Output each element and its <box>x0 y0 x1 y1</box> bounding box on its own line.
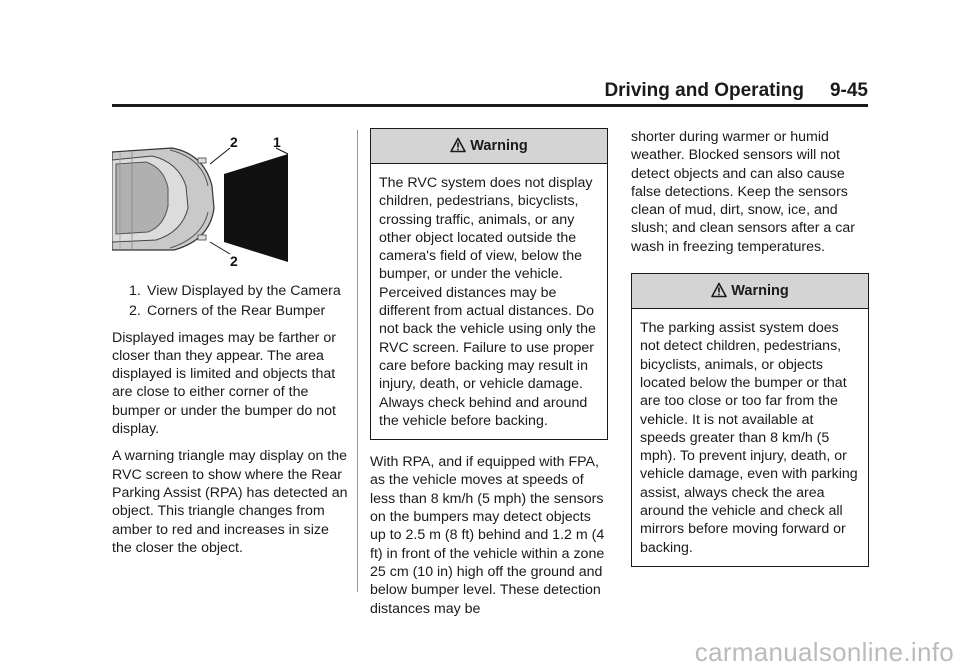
column-3 <box>631 128 869 580</box>
callout-1: 1 <box>273 134 281 150</box>
page-number: 9-45 <box>829 80 868 101</box>
warning-triangle-icon <box>711 277 727 311</box>
caption-text: Corners of the Rear Bumper <box>147 303 326 320</box>
header-title <box>604 80 868 102</box>
warning-title: Warning <box>731 283 789 300</box>
callout-2-top: 2 <box>230 134 238 150</box>
caption-number: 2. <box>129 303 141 320</box>
caption-text: View Displayed by the Camera <box>147 283 341 299</box>
caption-number: 1. <box>129 283 141 299</box>
warning-box <box>631 273 869 567</box>
warning-text: The parking assist system does not detect children, pedestrians, bicyclists, animals, or objects located below the bumper or that are too close or too far from the vehicle. It is not available at speeds greater than 8 km/h (5 mph). To prevent injury, death, or vehicle damage, even with parking assist, always check the area around the vehicle and check all mirrors before moving forward or backing. <box>640 320 858 556</box>
column-1 <box>112 134 348 566</box>
warning-header <box>632 274 868 309</box>
leader-line-2-bottom <box>210 242 230 254</box>
leader-line-2-top <box>210 148 230 164</box>
vehicle-rear-illustration <box>112 148 214 250</box>
body-paragraph: shorter during warmer or humid weather. Blocked sensors will not detect objects and can also cause false detections. Keep the sensors clean of mud, dirt, snow, ice, and slush; and clean sensors after a car wash in freezing temperatures. <box>631 129 855 255</box>
warning-title: Warning <box>470 138 528 154</box>
body-paragraph: A warning triangle may display on the RVC screen to show where the Rear Parking Assist (RPA) has detected an object. This triangle changes from amber to red and increases in size the closer the object. <box>112 448 348 556</box>
section-title: Driving and Operating <box>604 80 804 101</box>
column-2 <box>370 128 608 627</box>
camera-view-area <box>224 154 288 262</box>
figure-captions <box>112 282 348 321</box>
rear-camera-figure <box>112 134 348 268</box>
vehicle-camera-diagram <box>112 134 348 268</box>
body-paragraph: Displayed images may be farther or closer than they appear. The area displayed is limited and objects that are close to either corner of the bumper or under the bumper do not display. <box>112 329 336 438</box>
column-divider <box>357 130 358 592</box>
warning-triangle-icon <box>450 132 466 166</box>
callout-2-bottom: 2 <box>230 253 238 268</box>
warning-box <box>370 128 608 440</box>
body-paragraph: With RPA, and if equipped with FPA, as the vehicle moves at speeds of less than 8 km/h (5 mph) the sensors on the bumpers may detect objects up to 2.5 m (8 ft) behind and 1.2 m (4 ft) in front of the vehicle within a zone 25 cm (10 in) high off the ground and below bumper level. These detection distances may be <box>370 454 605 617</box>
footer-watermark[interactable]: carmanualsonline.info <box>694 637 954 667</box>
header-rule <box>112 104 868 107</box>
caption-item <box>112 282 348 300</box>
warning-text: The RVC system does not display children, pedestrians, bicyclists, crossing traffic, animals, or any other object located outside the camera's field of view, below the bumper, or under the vehicle. Perceived distances may be different from actual distances. Do not back the vehicle using only the RVC screen. Failure to use proper care before backing may result in injury, death, or vehicle damage. Always check behind and around the vehicle before backing. <box>379 175 596 429</box>
warning-header <box>371 129 607 164</box>
caption-item <box>112 302 348 320</box>
